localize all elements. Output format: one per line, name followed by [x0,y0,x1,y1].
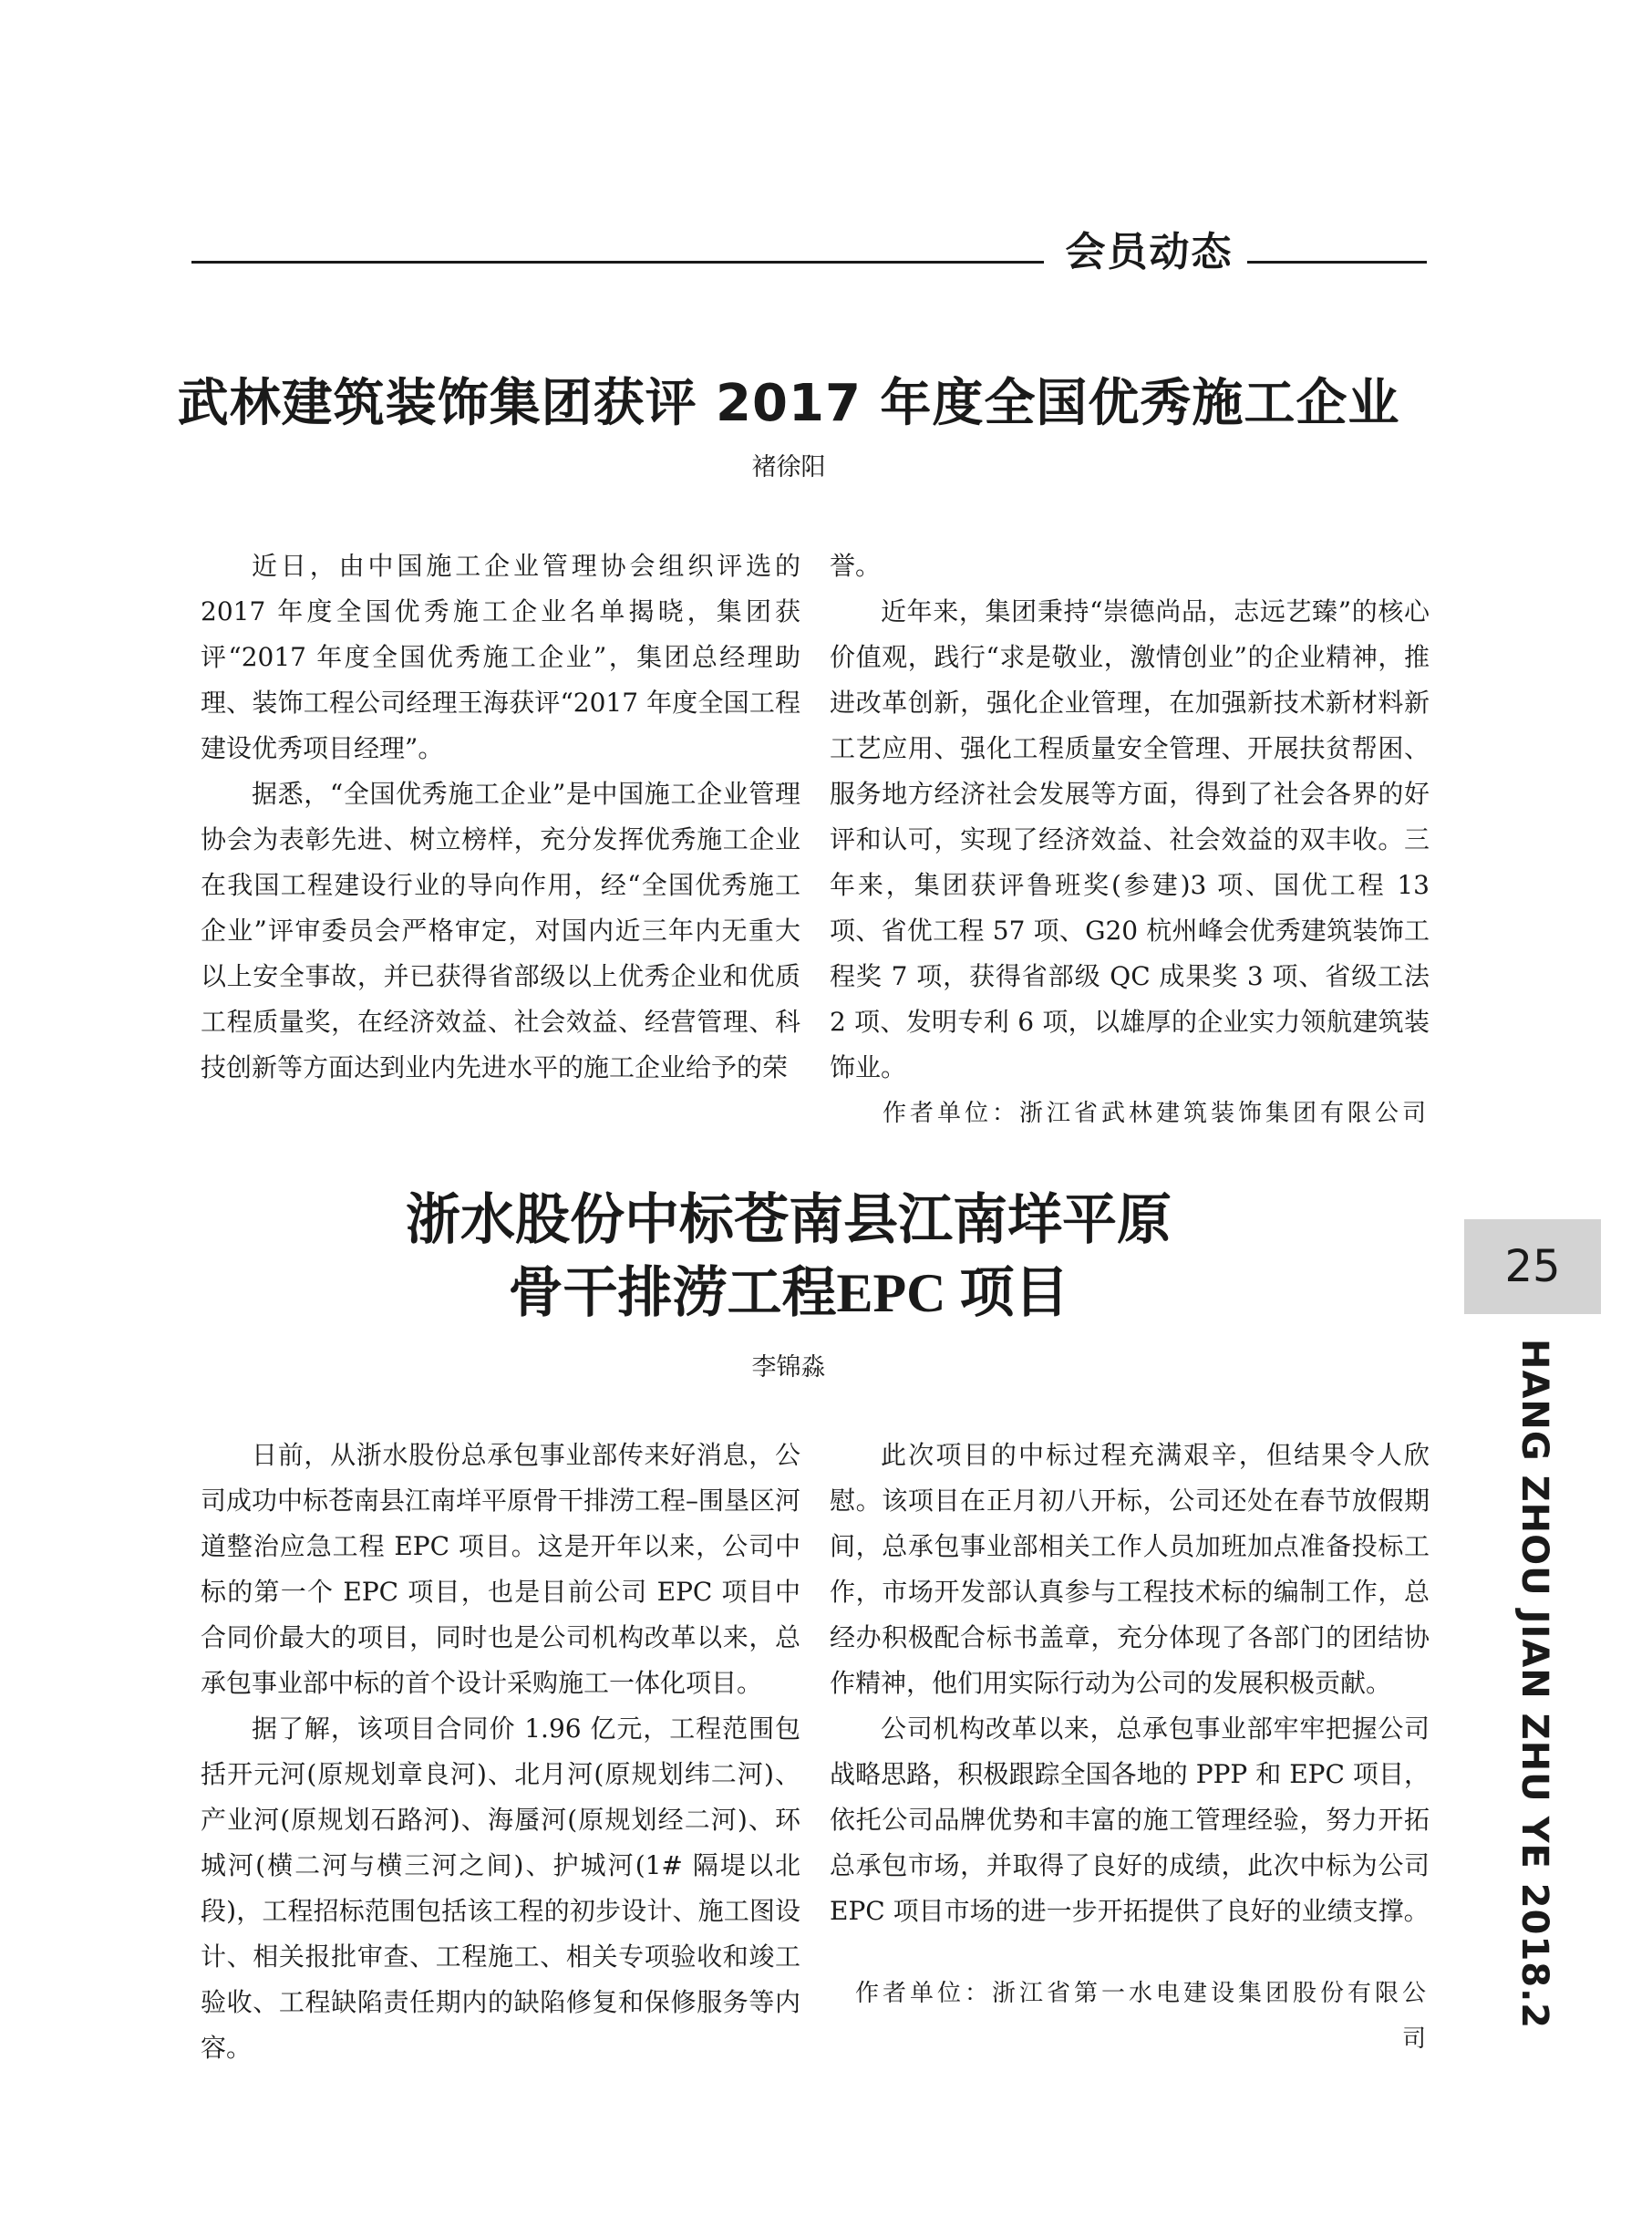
article1-affiliation: 作者单位：浙江省武林建筑装饰集团有限公司 [882,1100,1430,1127]
article2-paragraph: 公司机构改革以来，总承包事业部牢牢把握公司战略思路，积极跟踪全国各地的 PPP 和 EPC 项目，依托公司品牌优势和丰富的施工管理经验，努力开拓总承包市场，并取得了良好的成绩，此次中标为公司 EPC 项目市场的进一步开拓提供了良好的业绩支撑。 [830,1714,1430,1926]
header-rule-left [191,261,1044,264]
section-label: 会员动态 [1065,229,1234,275]
article1-author: 褚徐阳 [751,453,826,481]
article2-left-column [201,1433,800,2071]
article1-right-column [830,544,1430,1136]
article1-paragraph: 近年来，集团秉持“崇德尚品，志远艺臻”的核心价值观，践行“求是敬业，激情创业”的企业精神，推进改革创新，强化企业管理，在加强新技术新材料新工艺应用、强化工程质量安全管理、开展扶贫帮困、服务地方经济社会发展等方面，得到了社会各界的好评和认可，实现了经济效益、社会效益的双丰收。三年来，集团获评鲁班奖(参建)3 项、国优工程 13 项、省优工程 57 项、G20 杭州峰会优秀建筑装饰工程奖 7 项，获得省部级 QC 成果奖 3 项、省级工法 2 项、发明专利 6 项，以雄厚的企业实力领航建筑装饰业。 [830,596,1430,1082]
article2-affiliation: 作者单位：浙江省第一水电建设集团股份有限公司 [854,1980,1430,2053]
article2-paragraph: 日前，从浙水股份总承包事业部传来好消息，公司成功中标苍南县江南垟平原骨干排涝工程–围垦区河道整治应急工程 EPC 项目。这是开年以来，公司中标的第一个 EPC 项目，也是目前公司 EPC 项目中合同价最大的项目，同时也是公司机构改革以来，总承包事业部中标的首个设计采购施工一体化项目。 [201,1440,801,1698]
article2-paragraph: 据了解，该项目合同价 1.96 亿元，工程范围包括开元河(原规划章良河)、北月河(原规划纬二河)、产业河(原规划石路河)、海蜃河(原规划经二河)、环城河(横二河与横三河之间)、护城河(1# 隔堤以北段)，工程招标范围包括该工程的初步设计、施工图设计、相关报批审查、工程施工、相关专项验收和竣工验收、工程缺陷责任期内的缺陷修复和保修服务等内容。 [201,1714,800,2063]
article2-title-line1: 浙水股份中标苍南县江南垟平原 [406,1190,1172,1250]
journal-name: HANG ZHOU JIAN ZHU YE 2018.2 [1513,1339,1555,2030]
article1-paragraph: 近日，由中国施工企业管理协会组织评选的 2017 年度全国优秀施工企业名单揭晓，集团获评“2017 年度全国优秀施工企业”，集团总经理助理、装饰工程公司经理王海获评“2017 年度全国工程建设优秀项目经理”。 [201,551,800,763]
page-number: 25 [1464,1219,1601,1314]
header-rule-right [1247,261,1427,264]
article2-right-column [830,1433,1430,2062]
article2-paragraph: 此次项目的中标过程充满艰辛，但结果令人欣慰。该项目在正月初八开标，公司还处在春节放假期间，总承包事业部相关工作人员加班加点准备投标工作，市场开发部认真参与工程技术标的编制工作，总经办积极配合标书盖章，充分体现了各部门的团结协作精神，他们用实际行动为公司的发展积极贡献。 [830,1440,1430,1698]
article2-title-line2: 骨干排涝工程EPC 项目 [508,1263,1069,1323]
article1-continuation: 誉。 [830,551,882,581]
article1-paragraph: 据悉，“全国优秀施工企业”是中国施工企业管理协会为表彰先进、树立榜样，充分发挥优秀施工企业在我国工程建设行业的导向作用，经“全国优秀施工企业”评审委员会严格审定，对国内近三年内无重大以上安全事故，并已获得省部级以上优秀企业和优质工程质量奖，在经济效益、社会效益、经营管理、科技创新等方面达到业内先进水平的施工企业给予的荣 [201,779,800,1082]
article2-title [137,1184,1440,1330]
article2-author: 李锦淼 [751,1353,826,1382]
article1-left-column [201,544,800,1091]
section-header [191,219,1427,274]
article1-title: 武林建筑装饰集团获评 2017 年度全国优秀施工企业 [177,374,1400,433]
